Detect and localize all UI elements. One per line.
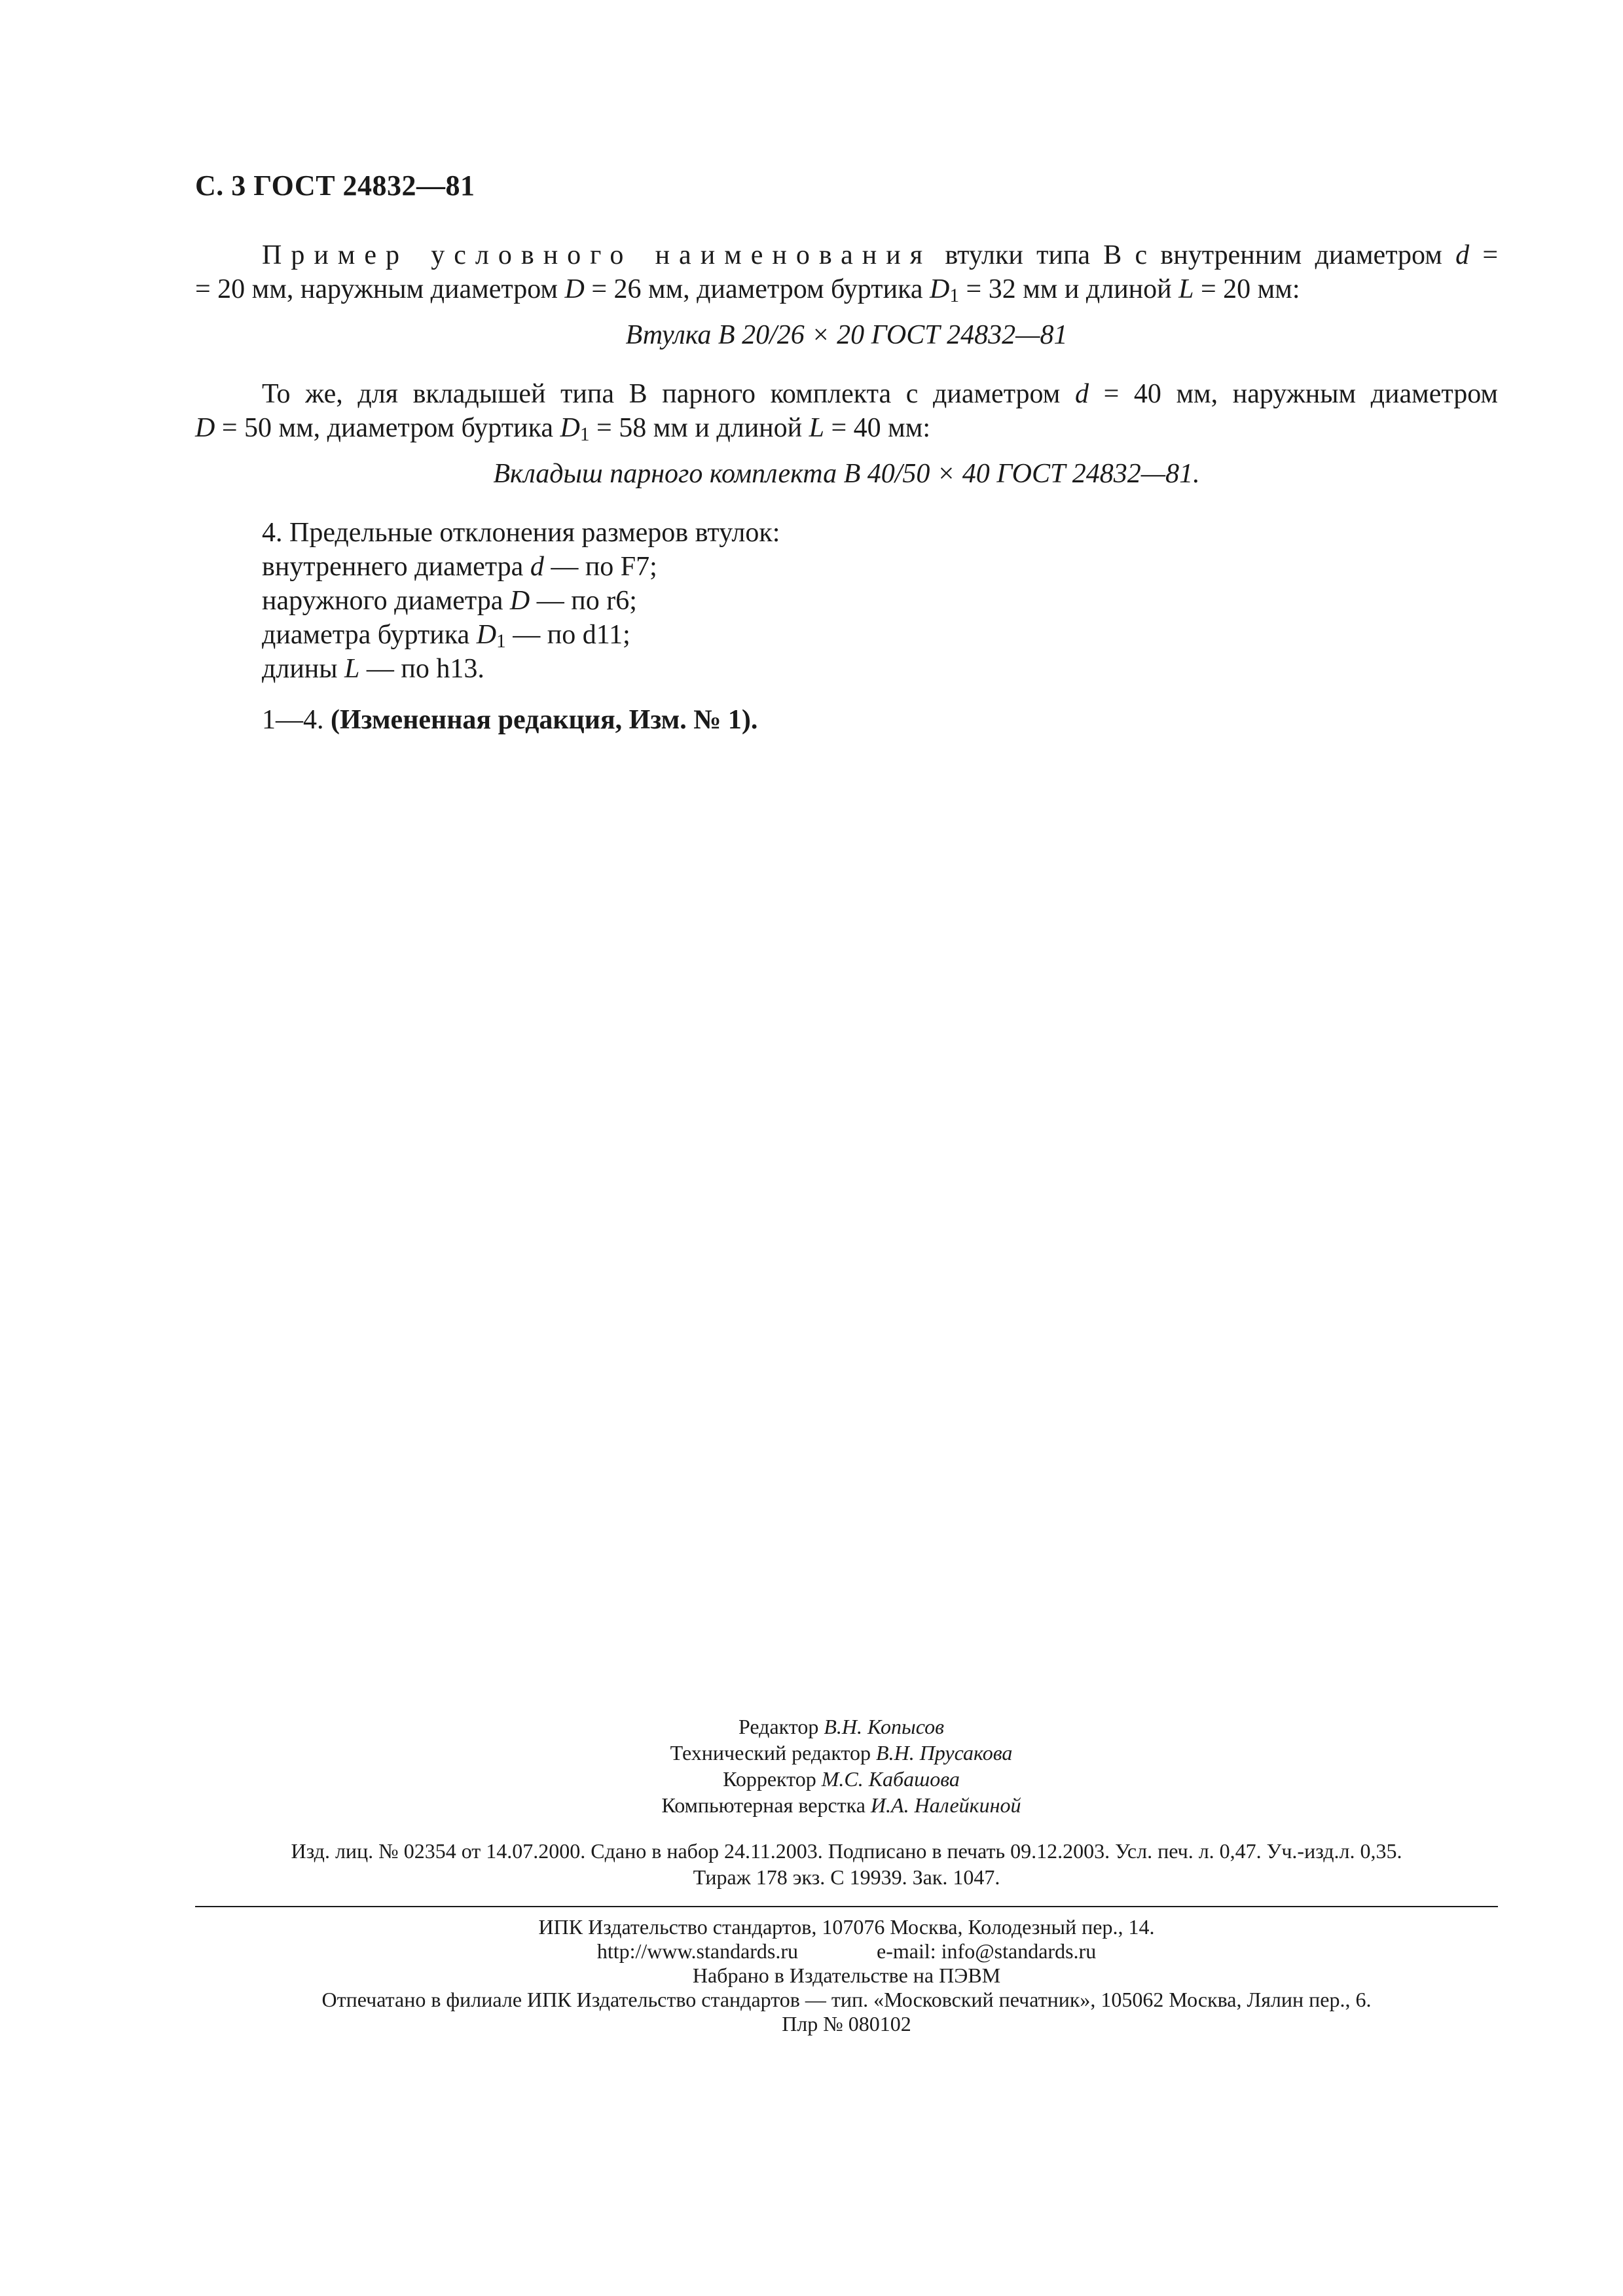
credits-block: [629, 1713, 1054, 1818]
imprint-line-1: Изд. лиц. № 02354 от 14.07.2000. Сдано в набор 24.11.2003. Подписано в печать 09.12.2003. Усл. печ. л. 0,47. Уч.-изд.л. 0,35.: [291, 1839, 1402, 1863]
example-1-designation: Втулка В 20/26 × 20 ГОСТ 24832—81: [625, 320, 1068, 350]
amendment-note: 1—4. (Измененная редакция, Изм. № 1).: [262, 705, 758, 735]
list-item: наружного диаметра D — по r6;: [262, 586, 637, 616]
example-1-paragraph: [195, 238, 1498, 306]
credit-proofreader: Корректор М.С. Кабашова: [723, 1767, 960, 1791]
imprint-block: [195, 1838, 1498, 1890]
tolerances-list: [262, 516, 780, 686]
credit-tech-editor: Технический редактор В.Н. Прусакова: [670, 1741, 1013, 1765]
list-item: внутреннего диаметра d — по F7;: [262, 552, 657, 582]
divider: [195, 1906, 1498, 1907]
example-2-paragraph: [195, 377, 1498, 445]
credit-layout: Компьютерная верстка И.А. Налейкиной: [661, 1793, 1021, 1817]
example-label: Пример условного наименования: [262, 240, 932, 270]
example-2-line-1: То же, для вкладышей типа В парного комплекта с диаметром d = 40 мм, наружным диаметром: [262, 379, 1498, 409]
publisher-contacts: [195, 1939, 1498, 1964]
credit-editor: Редактор В.Н. Копысов: [739, 1715, 944, 1738]
tolerances-title: 4. Предельные отклонения размеров втулок:: [262, 518, 780, 548]
publisher-license: Плр № 080102: [782, 2012, 911, 2036]
publisher-url[interactable]: http://www.standards.ru: [596, 1939, 799, 1963]
imprint-line-2: Тираж 178 экз. С 19939. Зак. 1047.: [693, 1865, 1000, 1889]
publisher-address: ИПК Издательство стандартов, 107076 Москва, Колодезный пер., 14.: [538, 1915, 1155, 1939]
page-header: С. 3 ГОСТ 24832—81: [195, 170, 475, 202]
list-item: длины L — по h13.: [262, 654, 484, 684]
publisher-email[interactable]: e-mail: info@standards.ru: [877, 1939, 1097, 1963]
publisher-typeset: Набрано в Издательстве на ПЭВМ: [692, 1964, 1001, 1987]
publisher-block: [195, 1915, 1498, 2036]
list-item: диаметра буртика $D_1$ — по d11;: [262, 620, 630, 652]
example-2-line-2: D = 50 мм, диаметром буртика $D_1 = 58$ мм и длиной L = 40 мм:: [195, 413, 930, 445]
example-2-designation: Вкладыш парного комплекта В 40/50 × 40 ГОСТ 24832—81.: [493, 459, 1200, 489]
publisher-printed: Отпечатано в филиале ИПК Издательство стандартов — тип. «Московский печатник», 105062 Москва, Лялин пер., 6.: [321, 1988, 1372, 2011]
example-1-line-1: Пример условного наименования втулки типа В с внутренним диаметром d =: [262, 240, 1498, 270]
example-1-line-2: = 20 мм, наружным диаметром D = 26 мм, диаметром буртика $D_1 = 32$ мм и длиной L = 20 мм:: [195, 274, 1300, 306]
